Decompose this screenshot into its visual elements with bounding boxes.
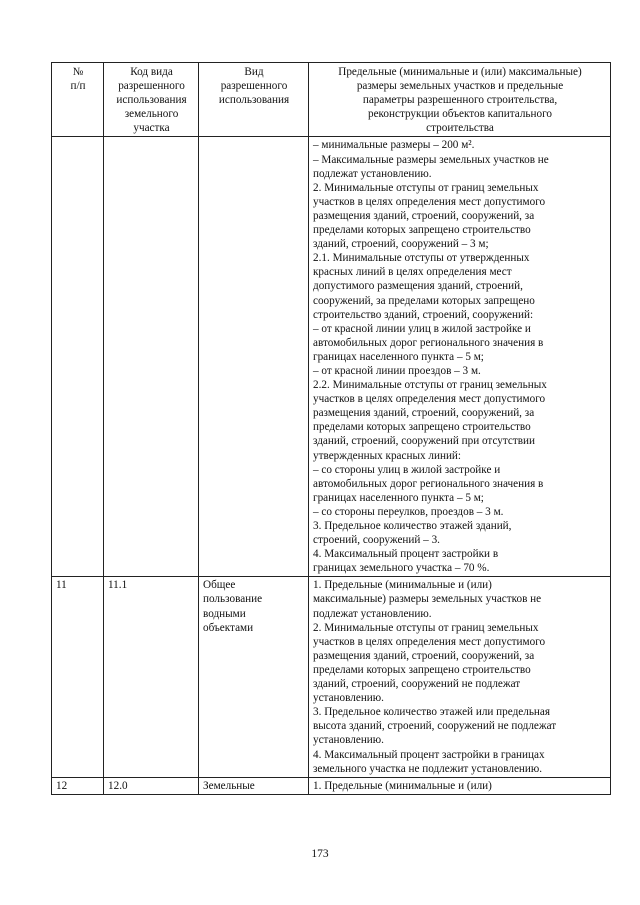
- text-line: – минимальные размеры – 200 м².: [313, 139, 475, 152]
- text-line: установлению.: [313, 692, 384, 705]
- text-line: пользование: [203, 593, 263, 606]
- text-line: пределами которых запрещено строительство: [313, 224, 531, 237]
- text-line: пределами которых запрещено строительство: [313, 663, 531, 676]
- cell-parameters-continuation: [309, 137, 611, 577]
- text-line: Общее: [203, 579, 236, 592]
- text-line: строительства: [426, 122, 494, 135]
- text-line: 2.2. Минимальные отступы от границ земельных: [313, 379, 547, 392]
- header-parameters: [309, 63, 611, 137]
- text-line: установлению.: [313, 734, 384, 747]
- cell-code: [104, 777, 199, 794]
- text-line: – от красной линии проездов – 3 м.: [313, 364, 481, 377]
- text-line: высота зданий, строений, сооружений не подлежат: [313, 720, 557, 733]
- table-row-continuation: [52, 137, 611, 577]
- text-line: – Максимальные размеры земельных участков не: [313, 153, 549, 166]
- text-line: №: [72, 66, 84, 78]
- cell-type-empty: [199, 137, 309, 577]
- text-line: подлежат установлению.: [313, 167, 432, 180]
- text-line: земельного участка не подлежит установлению.: [313, 762, 543, 775]
- text-line: красных линий в целях определения мест: [313, 266, 512, 279]
- text-line: зданий, строений, сооружений при отсутствии: [313, 435, 536, 448]
- text-line: разрешенного: [220, 80, 288, 93]
- text-line: земельного: [124, 108, 179, 121]
- text-line: разрешенного: [118, 80, 185, 93]
- text-line: границах земельного участка – 70 %.: [313, 562, 490, 575]
- text-line: автомобильных дорог регионального значения в: [313, 477, 544, 490]
- cell-parameters: [309, 777, 611, 794]
- table-row-12: [52, 777, 611, 794]
- text-line: 3. Предельное количество этажей зданий,: [313, 520, 512, 532]
- zoning-parameters-table: [51, 62, 611, 795]
- text-line: участков в целях определения мест допустимого: [313, 393, 546, 406]
- text-line: размеры земельных участков и предельные: [356, 80, 564, 93]
- text-line: размещения зданий, строений, сооружений, за: [313, 407, 535, 420]
- header-number: [52, 63, 104, 137]
- text-line: границах населенного пункта – 5 м;: [313, 491, 484, 504]
- text-line: строительство зданий, строений, сооружений:: [313, 308, 534, 321]
- text-line: размещения зданий, строений, сооружений, за: [313, 209, 535, 222]
- text-line: сооружений, за пределами которых запрещено: [313, 294, 535, 307]
- text-line: автомобильных дорог регионального значения в: [313, 336, 544, 349]
- text-line: реконструкции объектов капитального: [367, 108, 552, 121]
- text-line: подлежат установлению.: [313, 607, 432, 620]
- text-line: – от красной линии улиц в жилой застройке и: [313, 322, 531, 335]
- text-line: 2.1. Минимальные отступы от утвержденных: [313, 252, 530, 265]
- text-line: – со стороны переулков, проездов – 3 м.: [313, 505, 504, 518]
- row-number: 12: [56, 779, 68, 792]
- text-line: зданий, строений, сооружений – 3 м;: [313, 238, 489, 251]
- text-line: 4. Максимальный процент застройки в: [313, 548, 499, 561]
- header-use-code: [104, 63, 199, 137]
- cell-type: [199, 777, 309, 794]
- text-line: использования: [218, 94, 290, 107]
- text-line: 2. Минимальные отступы от границ земельных: [313, 621, 539, 634]
- text-line: водными: [203, 607, 246, 620]
- text-line: 4. Максимальный процент застройки в границах: [313, 748, 545, 761]
- text-line: Код вида: [130, 66, 173, 78]
- text-line: 1. Предельные (минимальные и (или): [313, 579, 492, 592]
- cell-number: [52, 777, 104, 794]
- use-code: 11.1: [108, 579, 128, 592]
- page-number: 173: [311, 848, 329, 860]
- text-line: – со стороны улиц в жилой застройке и: [313, 463, 501, 476]
- text-line: зданий, строений, сооружений не подлежат: [313, 678, 521, 691]
- use-code: 12.0: [108, 779, 128, 792]
- text-line: 3. Предельное количество этажей или предельная: [313, 706, 551, 719]
- text-line: использования: [116, 94, 187, 107]
- text-line: утвержденных красных линий:: [313, 449, 462, 462]
- text-line: строений, сооружений – 3.: [313, 534, 440, 547]
- cell-code-empty: [104, 137, 199, 577]
- cell-number: [52, 577, 104, 777]
- text-line: границах населенного пункта – 5 м;: [313, 350, 484, 363]
- cell-parameters: [309, 577, 611, 777]
- header-use-type: [199, 63, 309, 137]
- text-line: п/п: [70, 80, 86, 93]
- text-line: участков в целях определения мест допустимого: [313, 195, 546, 208]
- text-line: 2. Минимальные отступы от границ земельных: [313, 181, 539, 194]
- text-line: Предельные (минимальные и (или) максимальные): [338, 66, 582, 78]
- row-number: 11: [56, 579, 67, 592]
- text-line: размещения зданий, строений, сооружений, за: [313, 649, 535, 662]
- text-line: пределами которых запрещено строительство: [313, 421, 531, 434]
- text-line: параметры разрешенного строительства,: [362, 94, 558, 107]
- cell-number-empty: [52, 137, 104, 577]
- table-header-row: [52, 63, 611, 137]
- text-line: допустимого размещения зданий, строений,: [313, 280, 523, 293]
- text-line: объектами: [203, 621, 254, 634]
- text-line: Вид: [244, 66, 264, 78]
- text-line: участков в целях определения мест допустимого: [313, 635, 546, 648]
- text-line: максимальные) размеры земельных участков не: [313, 593, 542, 606]
- cell-type: [199, 577, 309, 777]
- text-line: участка: [133, 122, 170, 135]
- text-line: 1. Предельные (минимальные и (или): [313, 779, 492, 792]
- cell-code: [104, 577, 199, 777]
- text-line: Земельные: [203, 779, 255, 792]
- table-row-11: [52, 577, 611, 777]
